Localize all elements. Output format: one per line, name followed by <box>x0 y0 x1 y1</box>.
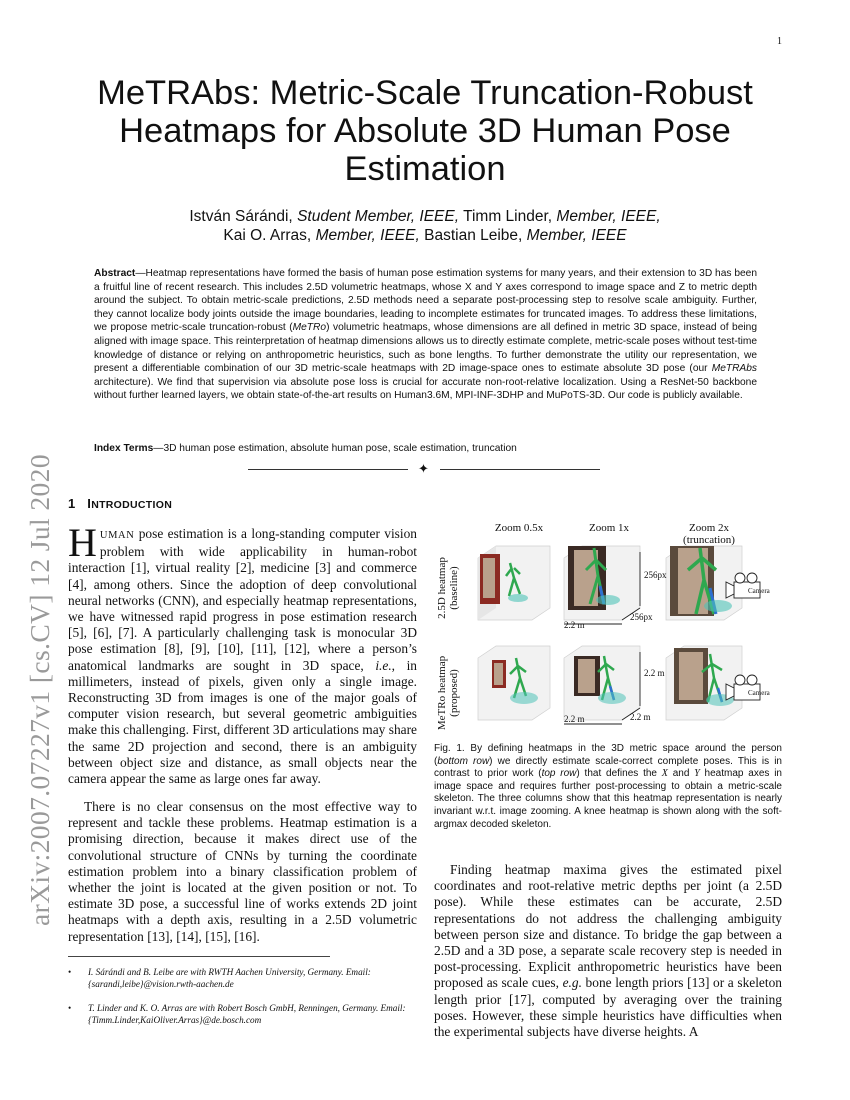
arxiv-stamp: arXiv:2007.07227v1 [cs.CV] 12 Jul 2020 <box>24 454 55 926</box>
abstract-text: architecture). We find that supervision via absolute pose loss is crucial for accurate non-root-relative localization. Using a ResNet-50 backbone without further learned layers, we obtain state-of-the-art results on Human3.6M, MPI-INF-3DHP and MuPoTS-3D. Our code is publicly available. <box>94 376 757 402</box>
right-column-paragraph <box>434 862 782 1040</box>
metro-term: MeTRo <box>292 322 327 334</box>
author-role: Member, IEEE, <box>315 227 420 244</box>
figure-graphics <box>434 518 782 736</box>
author-line-1 <box>70 207 780 226</box>
intro-paragraph-2: There is no clear consensus on the most effective way to represent and tackle these problems. Heatmap estimation is a promising direction, because it makes direct use of the convolutional structure of CNNs by turning the coordinate estimation problem into a binary classification problem of whether the joint is located at the given position or not. To estimate 3D pose, a successful line of works extends 2D joint heatmaps with a depth axis, resulting in a 2.5D volumetric representation [13], [14], [15], [16]. <box>68 799 417 944</box>
footnote-text: I. Sárándi and B. Leibe are with RWTH Aachen University, Germany. Email: {sarandi,leibe}@vision.rwth-aachen.de <box>88 967 371 990</box>
figure-1 <box>434 518 782 736</box>
abstract-label: Abstract <box>94 268 136 279</box>
author-role: Student Member, IEEE, <box>297 208 460 225</box>
footnote-rule <box>68 956 330 957</box>
caption-emph: top row <box>541 768 577 780</box>
caption-text: ) that defines the <box>576 768 662 780</box>
column-sublabel-truncation: (truncation) <box>683 534 735 546</box>
page-number: 1 <box>777 36 782 47</box>
camera-label-bottom: Camera <box>748 689 770 697</box>
annotation-top-vertical: 256px <box>644 570 667 580</box>
bullet-icon: • <box>68 1002 72 1013</box>
separator-rule-right <box>440 469 600 470</box>
index-terms-dash: — <box>153 443 164 454</box>
intro-paragraph <box>68 520 417 787</box>
author-role: Member, IEEE <box>526 227 627 244</box>
caption-math-x: X <box>661 768 668 780</box>
author-list <box>70 207 780 245</box>
row-label-line: (proposed) <box>448 669 460 717</box>
author-name: Bastian Leibe, <box>424 227 523 244</box>
author-line-2 <box>70 226 780 245</box>
caption-text: ) we directly estimate scale-correct complete poses. This is in contrast to prior work ( <box>434 755 782 780</box>
section-title-rest: NTRODUCTION <box>91 499 173 511</box>
row-label-line: 2.5D heatmap <box>436 557 448 619</box>
annotation-bottom-width: 2.2 m <box>564 714 585 724</box>
tile-proposed-1x <box>564 646 640 720</box>
caption-label: Fig. 1. <box>434 743 471 754</box>
author-role: Member, IEEE, <box>556 208 661 225</box>
smallcaps-word: UMAN <box>99 530 135 541</box>
tile-proposed-2x <box>666 646 760 720</box>
index-terms-text: 3D human pose estimation, absolute human pose, scale estimation, truncation <box>163 443 517 454</box>
caption-math-y: Y <box>694 768 700 780</box>
footnote-text: T. Linder and K. O. Arras are with Robert Bosch GmbH, Renningen, Germany. Email: {Timm.Linder,KaiOliver.Arras}@de.bosch.com <box>88 1002 406 1025</box>
abstract-text: Heatmap representations have formed the basis of human pose estimation systems for many years, and their extension to 3D has been a fruitful line of recent research. This includes 2.5D volumetric heatmaps, whose X and Y axes correspond to image space and Z to metric depth around the subject. To obtain metric-scale predictions, 2.5D methods need a separate post-processing step to resolve scale ambiguity. Further, they cannot localize body joints outside the image boundaries, leading to incomplete estimates for truncated images. To address these limitations, we propose metric-scale truncation-robust ( <box>94 268 757 334</box>
ie-abbrev: i.e. <box>375 657 392 673</box>
footnotes <box>68 966 417 1037</box>
caption-text: heatmap axes in image space and requires further post-processing to obtain a metric-scale skeleton. The three columns show that this heatmap representation is nearly invariant w.r.t. image zooming. A knee heatmap is shown along with the soft-argmax decoded skeleton. <box>434 768 782 830</box>
author-name: István Sárándi, <box>189 208 293 225</box>
paragraph-text: bone length priors [13] or a skeleton length prior [17], computed by averaging over the training poses. However, these simple heuristics have difficulties when the experimental subjects have diverse heights. A <box>434 975 782 1040</box>
section-number: 1 <box>68 496 76 511</box>
abstract-text: ) volumetric heatmaps, whose dimensions are all defined in metric 3D space, instead of being aligned with image space. This reinterpretation of heatmap dimensions allows us to directly estimate complete, metric-scale poses without test-time knowledge of distance or relying on anthropometric heuristics, such as bone lengths. To further demonstrate the utility our representation, we present a differentiable combination of our 3D metric-scale heatmaps with 2D image-space ones to estimate absolute 3D pose (our <box>94 322 757 375</box>
column-label-zoom-2x: Zoom 2x <box>688 522 730 534</box>
section-heading <box>68 496 172 511</box>
abstract-dash: — <box>135 268 146 279</box>
index-terms <box>94 442 757 456</box>
dropcap-letter: H <box>68 520 97 565</box>
annotation-bottom-vertical: 2.2 m <box>644 668 665 678</box>
separator-diamond-icon: ✦ <box>418 461 429 476</box>
tile-baseline-0-5x <box>478 546 550 620</box>
author-name: Timm Linder, <box>463 208 553 225</box>
tile-baseline-1x <box>564 546 640 620</box>
paragraph-text: Finding heatmap maxima gives the estimated pixel coordinates and root-relative metric depths per joint (a 2.5D pose). While these estimates can be accurate, 2.5D representations do not address the challenging ambiguity between person size and distance. To bridge the gap between a 2.5D and a 3D pose, a separate scale recovery step is needed in post-processing. Explicit anthropometric heuristics have been proposed as scale cues, <box>434 862 782 991</box>
metrabs-term: MeTRAbs <box>711 363 757 375</box>
tile-proposed-0-5x <box>478 646 550 720</box>
row-label-line: MeTRo heatmap <box>436 655 448 731</box>
column-label-zoom-1x: Zoom 1x <box>588 522 630 534</box>
section-title-initial: I <box>87 496 92 511</box>
abstract <box>94 267 757 403</box>
row-label-line: (baseline) <box>448 566 460 610</box>
index-terms-label: Index Terms <box>94 443 154 454</box>
paper-title: MeTRAbs: Metric-Scale Truncation-Robust Heatmaps for Absolute 3D Human Pose Estimation <box>97 74 753 188</box>
footnote <box>68 966 417 991</box>
caption-text: and <box>667 768 695 780</box>
annotation-top-width: 2.2 m <box>564 620 585 630</box>
column-label-zoom-0-5x: Zoom 0.5x <box>494 522 544 534</box>
camera-label-top: Camera <box>748 587 770 595</box>
separator-rule-left <box>248 469 408 470</box>
annotation-top-depth: 256px <box>630 612 653 622</box>
caption-text: By defining heatmaps in the 3D metric space around the person ( <box>434 743 782 767</box>
tile-baseline-2x <box>666 546 760 620</box>
caption-emph: bottom row <box>437 755 490 767</box>
annotation-bottom-depth: 2.2 m <box>630 712 651 722</box>
eg-abbrev: e.g. <box>562 975 582 991</box>
footnote <box>68 1002 417 1027</box>
bullet-icon: • <box>68 967 72 977</box>
figure-caption <box>434 743 782 831</box>
intro-text: , in millimeters, instead of pixels, given only a single image. Reconstructing 3D from images is one of the major goals of computer vision research, but several geometric ambiguities make this challenging. First, different 3D articulations may share the same 2D projection and second, there is an ambiguity between object size and distance, as small objects near the camera appear the same as large ones far away. <box>68 657 417 787</box>
intro-text: pose estimation is a long-standing computer vision problem with wide applicability in human-robot interaction [1], virtual reality [2], medicine [3] and commerce [4], among others. Since the adoption of deep convolutional neural networks (CNN), and especially heatmap representations, we have witnessed rapid progress in pose estimation research [5], [6], [7]. A particularly challenging task is monocular 3D pose estimation [8], [9], [10], [11], [12], where a person’s anatomical landmarks are sought in 3D space, <box>68 526 417 673</box>
author-name: Kai O. Arras, <box>223 227 312 244</box>
